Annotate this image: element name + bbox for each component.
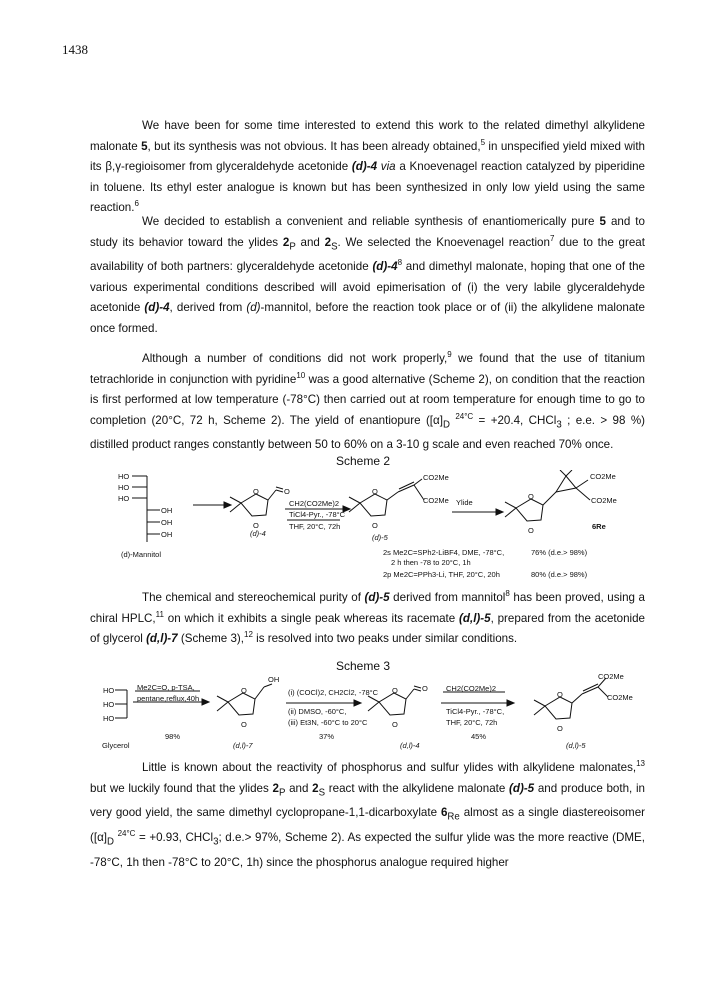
condition-phosphorus-ylide: 2p Me2C=PPh3-Li, THF, 20°C, 20h xyxy=(383,570,500,579)
paragraph-text: . We selected the Knoevenagel reaction xyxy=(337,235,550,249)
compound-6-ring-o-lower: O xyxy=(528,526,534,535)
compound-4-aldehyde-o: O xyxy=(284,487,290,496)
condition-sulfur-ylide: 2s Me2C=SPh2-LiBF4, DME, -78°C, xyxy=(383,548,505,557)
step2-swern-1: (i) (COCl)2, CH2Cl2, -78°C xyxy=(288,688,379,697)
citation-superscript: 13 xyxy=(636,759,645,769)
citation-superscript: 11 xyxy=(155,609,164,619)
paragraph-text: , but its synthesis was not obvious. It has been already obtained, xyxy=(147,139,481,153)
scheme-2-diagram xyxy=(0,470,720,600)
mannitol-oh-1: OH xyxy=(161,506,173,515)
condition-sulfur-ylide-2: 2 h then -78 to 20°C, 1h xyxy=(391,558,471,567)
condition-catalyst: TiCl4-Pyr., -78°C xyxy=(289,510,346,519)
paragraph-text: and produce both, in very good yield, the same dimethyl cyclopropane-1,1-dicarboxylate xyxy=(90,781,645,820)
subscript-text: S xyxy=(318,786,326,798)
paragraph-text: (Scheme 3), xyxy=(177,632,244,645)
paragraph-text: was a good alternative (Scheme 2), on condition that the reaction is first performed at low temperature (-78°C) then carried out at room temperature for enough time to go to completion (20°C, 72 h, Scheme 2). The yield of enantiopure ([α] xyxy=(90,372,645,427)
paragraph-text: ; e.e. > 98 %) distilled product ranges constantly between 50 to 60% on a 3-10 g scale and even reached 70% once. xyxy=(90,413,645,452)
paragraph-text: a Knoevenagel reaction catalyzed by piperidine in toluene. Its ethyl ester analogue is known but has been synthesized in only low yield using the same reaction. xyxy=(90,160,645,214)
paragraph-text: = +0.93, CHCl xyxy=(135,831,214,845)
compound-5-ring-o: O xyxy=(557,690,563,699)
compound-4-label: (d)-4 xyxy=(250,529,266,538)
citation-superscript: 24°C xyxy=(117,829,136,839)
compound-7-ring-o-lower: O xyxy=(241,720,247,729)
mannitol-ho-3: HO xyxy=(118,494,130,503)
compound-7-oh: OH xyxy=(268,675,280,684)
paragraph-text: , prepared from the acetonide of glycerol xyxy=(90,611,646,645)
paragraph-text: in unspecified yield mixed with its β,γ-regioisomer from glyceraldehyde acetonide xyxy=(90,139,646,173)
step1-yield: 98% xyxy=(165,732,181,741)
paragraph-text: 2 xyxy=(312,781,319,795)
scheme-2-title: Scheme 2 xyxy=(336,454,391,468)
compound-5-label: (d)-5 xyxy=(372,533,388,542)
paragraph-text: on which it exhibits a single peak whereas its racemate xyxy=(163,611,460,625)
subscript-text: D xyxy=(442,418,450,430)
paragraph-text: (d)-4 xyxy=(372,260,398,274)
step3-catalyst: TiCl4-Pyr., -78°C, xyxy=(446,707,505,716)
paragraph-text: and xyxy=(285,781,313,795)
glycerol-ho-3: HO xyxy=(103,714,115,723)
step2-yield: 37% xyxy=(319,732,335,741)
compound-7-ring-o: O xyxy=(241,686,247,695)
paragraph-text: We decided to establish a convenient and reliable synthesis of enantiomerically pure xyxy=(142,215,600,228)
paragraph-text: (d)-5 xyxy=(509,781,535,795)
page-number: 1438 xyxy=(62,42,88,57)
paragraph-4 xyxy=(90,588,645,650)
paragraph-text: almost as a single diastereoisomer ([α] xyxy=(90,806,646,845)
paragraph-text: (d) xyxy=(246,301,261,315)
paragraph-text: but we luckily found that the ylides xyxy=(90,781,273,795)
paragraph-text: Little is known about the reactivity of phosphorus and sulfur ylides with alkylidene malonates, xyxy=(142,761,637,774)
mannitol-name: (d)-Mannitol xyxy=(121,550,162,559)
compound-5-label: (d,l)-5 xyxy=(566,741,586,750)
paragraph-text: has been proved, using a chiral HPLC, xyxy=(90,591,645,625)
compound-6-label: 6Re xyxy=(592,522,606,531)
subscript-text: 3 xyxy=(556,418,562,430)
ylide-label: Ylide xyxy=(456,498,473,507)
mannitol-ho-2: HO xyxy=(118,483,130,492)
subscript-text: P xyxy=(289,240,296,252)
citation-superscript: 6 xyxy=(134,199,139,209)
paragraph-text: react with the alkylidene malonate xyxy=(325,781,510,795)
citation-superscript: 7 xyxy=(549,233,555,243)
step2-swern-3: (iii) Et3N, -60°C to 20°C xyxy=(288,718,368,727)
subscript-text: P xyxy=(278,786,286,798)
glycerol-ho-2: HO xyxy=(103,700,115,709)
citation-superscript: 10 xyxy=(296,370,306,380)
paragraph-text: and dimethyl malonate, hoping that one of the various experimental conditions described will avoid epimerisation of (i) the very labile glyceraldehyde acetonide xyxy=(90,260,645,315)
citation-superscript: 5 xyxy=(480,137,486,147)
paragraph-text: = +20.4, CHCl xyxy=(473,413,557,427)
mannitol-oh-2: OH xyxy=(161,518,173,527)
citation-superscript: 8 xyxy=(397,258,403,268)
paragraph-text: (d,l)-7 xyxy=(146,632,178,645)
paragraph-text: -mannitol, before the reaction took place or of (ii) the alkylidene malonate once formed. xyxy=(90,301,645,335)
compound-4-ring-o: O xyxy=(253,487,259,496)
step1-reagent: Me2C=O, p-TSA, xyxy=(137,683,195,692)
condition-solvent: THF, 20°C, 72h xyxy=(289,522,341,531)
compound-5-ester-1: CO2Me xyxy=(423,473,449,482)
compound-5-ester-2: CO2Me xyxy=(607,693,633,702)
scheme-3-title: Scheme 3 xyxy=(336,659,391,673)
compound-5-ester-2: CO2Me xyxy=(423,496,449,505)
compound-4-label: (d,l)-4 xyxy=(400,741,420,750)
citation-superscript: 12 xyxy=(244,630,253,640)
paragraph-text: and to study its behavior toward the ylides xyxy=(90,215,645,249)
paragraph-text: , derived from xyxy=(169,301,247,315)
step3-reagent: CH2(CO2Me)2 xyxy=(446,684,497,693)
paragraph-text: 5 xyxy=(141,139,148,153)
step3-yield: 45% xyxy=(471,732,487,741)
compound-5-ester-1: CO2Me xyxy=(598,672,624,681)
paragraph-text: Although a number of conditions did not work properly, xyxy=(142,352,448,365)
condition-reagent: CH2(CO2Me)2 xyxy=(289,499,340,508)
paragraph-text: 2 xyxy=(282,235,290,249)
compound-6-ring-o: O xyxy=(528,492,534,501)
compound-7-label: (d,l)-7 xyxy=(233,741,253,750)
step3-solvent: THF, 20°C, 72h xyxy=(446,718,498,727)
step2-swern-2: (ii) DMSO, -60°C, xyxy=(288,707,347,716)
paragraph-text: (d)-5 xyxy=(364,591,390,604)
paragraph-text: derived from mannitol xyxy=(389,591,506,604)
compound-6-ester-1: CO2Me xyxy=(590,472,616,481)
compound-4-ring-o: O xyxy=(392,686,398,695)
compound-5-ring-o: O xyxy=(372,487,378,496)
paragraph-text: we found that the use of titanium tetrachloride in conjunction with pyridine xyxy=(90,352,646,386)
paragraph-text: (d)-4 xyxy=(144,301,170,315)
paragraph-text: 5 xyxy=(599,215,606,228)
glycerol-ho-1: HO xyxy=(103,686,115,695)
subscript-text: D xyxy=(107,836,114,848)
mannitol-oh-3: OH xyxy=(161,530,173,539)
subscript-text: S xyxy=(331,240,338,252)
paragraph-text: ; d.e.> 97%, Scheme 2). As expected the sulfur ylide was the more reactive (DME, -78°C, 1h then -78°C to 20°C, 1h) since the phosphorus analogue required higher xyxy=(90,831,645,869)
mannitol-ho-1: HO xyxy=(118,472,130,481)
subscript-text: Re xyxy=(447,811,460,823)
subscript-text: 3 xyxy=(213,836,219,848)
paragraph-text: 6 xyxy=(440,806,448,820)
paragraph-text: due to the great availability of both partners: glyceraldehyde acetonide xyxy=(90,235,645,274)
paragraph-text: via xyxy=(380,160,396,173)
yield-sulfur: 76% (d.e.> 98%) xyxy=(531,548,588,557)
paragraph-1 xyxy=(90,116,645,219)
paragraph-2 xyxy=(90,212,645,339)
paragraph-text: and xyxy=(295,235,325,249)
compound-5-ring-o-lower: O xyxy=(372,521,378,530)
paragraph-text: 2 xyxy=(324,235,332,249)
compound-4-ring-o-lower: O xyxy=(253,521,259,530)
scheme-3-diagram xyxy=(0,672,720,754)
citation-superscript: 8 xyxy=(505,589,510,599)
yield-phosphorus: 80% (d.e.> 98%) xyxy=(531,570,588,579)
compound-6-ester-2: CO2Me xyxy=(591,496,617,505)
paragraph-5 xyxy=(90,758,645,873)
paragraph-text: (d)-4 xyxy=(351,160,378,173)
compound-5-ring-o-lower: O xyxy=(557,724,563,733)
paragraph-text: The chemical and stereochemical purity of xyxy=(142,591,365,604)
glycerol-name: Glycerol xyxy=(102,741,130,750)
paragraph-text: 2 xyxy=(272,781,279,795)
compound-4-ring-o-lower: O xyxy=(392,720,398,729)
citation-superscript: 9 xyxy=(447,350,452,360)
citation-superscript: 24°C xyxy=(455,411,474,421)
paragraph-text: (d,l)-5 xyxy=(459,611,491,625)
paragraph-text: is resolved into two peaks under similar conditions. xyxy=(252,632,518,645)
paragraph-3 xyxy=(90,349,645,456)
step1-conditions: pentane,reflux,40h xyxy=(137,694,200,703)
paragraph-text: We have been for some time interested to extend this work to the related dimethyl alkylidene malonate xyxy=(90,119,645,153)
compound-4-aldehyde-o: O xyxy=(422,684,428,693)
